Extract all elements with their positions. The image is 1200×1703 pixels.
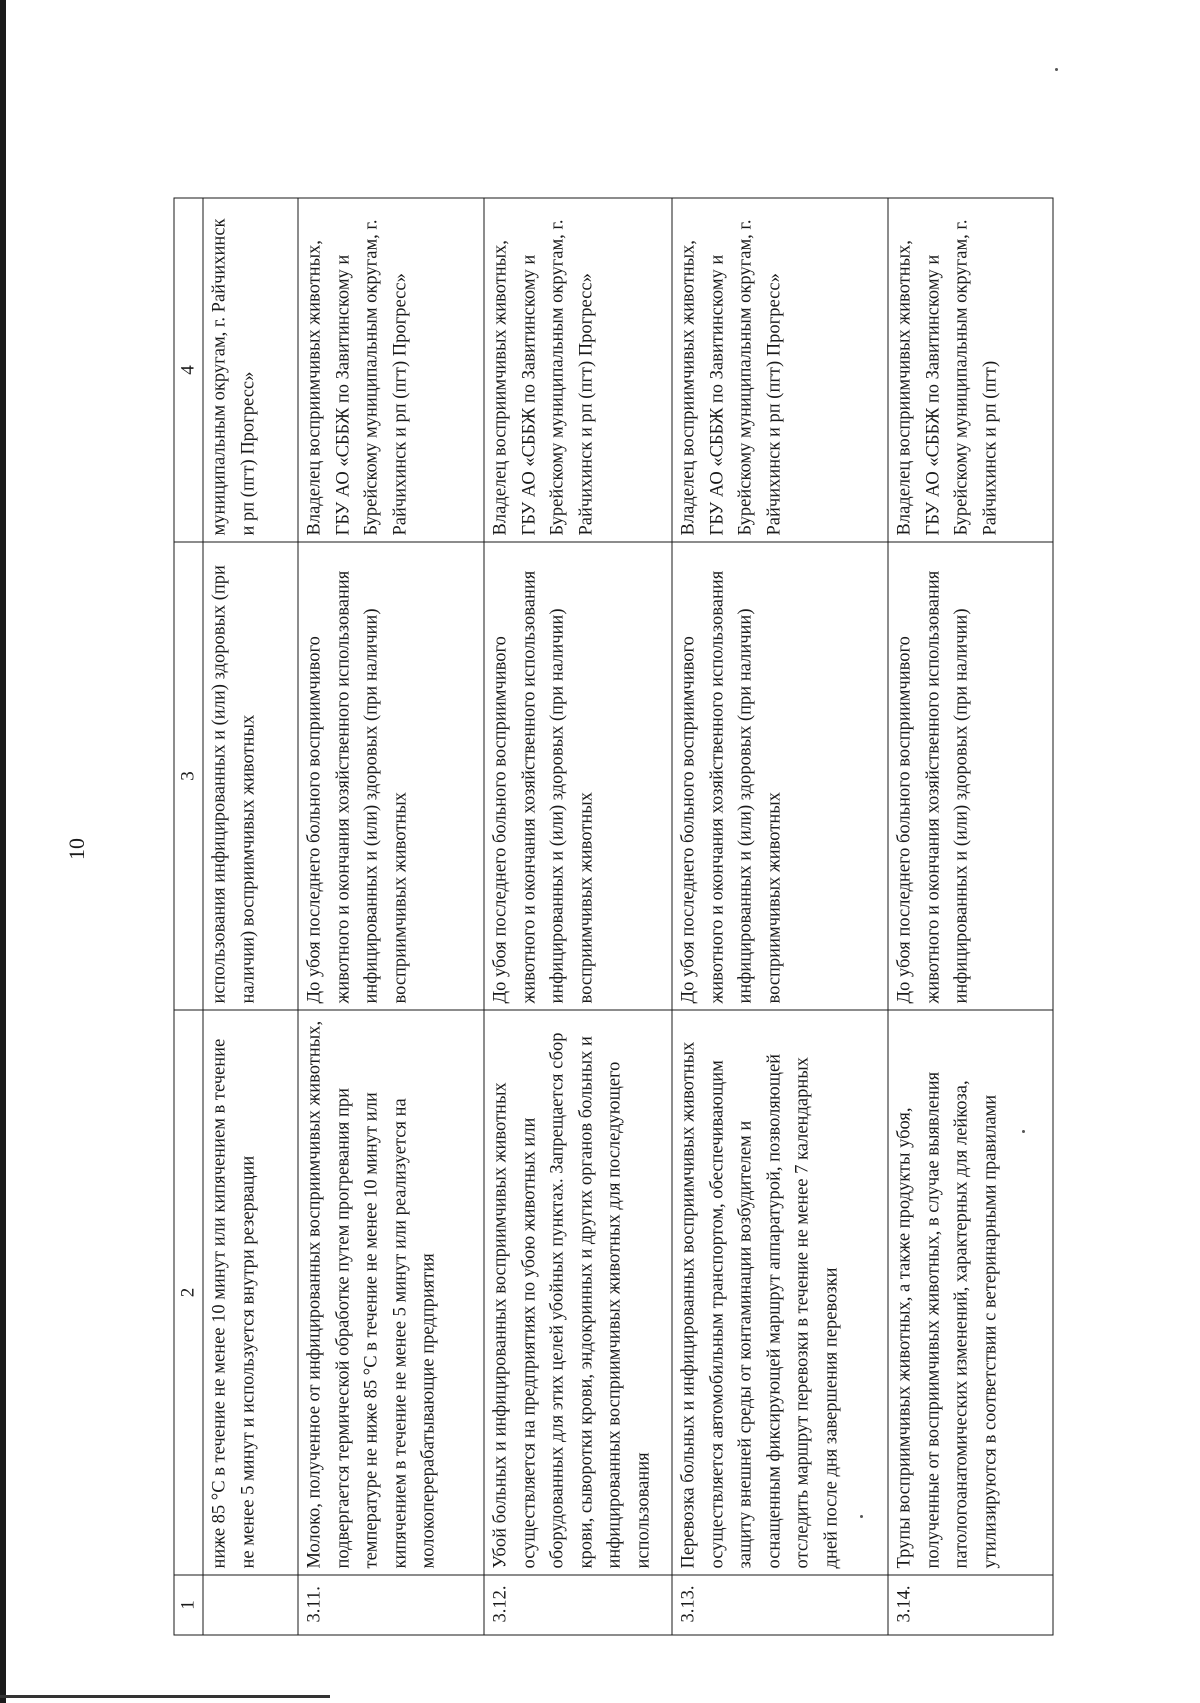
measure-cell: Убой больных и инфицированных восприимчивых животных осуществляется на предприятиях по убою животных или оборудованных для этих целей убойных пунктах. Запрещается сбор крови, сыворотки крови, эндокринных и других органов больных и инфицированных восприимчивых животных для последующего использования: [484, 1010, 672, 1575]
period-cell: До убоя последнего больного восприимчивого животного и окончания хозяйственного использования инфицированных и (или) здоровых (при наличии): [888, 542, 1053, 1010]
table-row: [203, 198, 298, 1635]
table-header-row: [174, 198, 203, 1635]
item-number: 3.13.: [672, 1575, 888, 1635]
table-row: [484, 198, 672, 1635]
item-number: 3.11.: [298, 1575, 484, 1635]
page-number: 10: [64, 838, 89, 860]
measure-cell: Перевозка больных и инфицированных восприимчивых животных осуществляется автомобильным транспортом, обеспечивающим защиту внешней среды от контаминации возбудителем и оснащенным фиксирующей маршрут аппаратурой, позволяющей отследить маршрут перевозки в течение не менее 7 календарных дней после дня завершения перевозки: [672, 1010, 888, 1575]
column-header: 2: [174, 1010, 203, 1575]
responsible-cell: муниципальным округам, г. Райчихинск и рп (пгт) Прогресс»: [203, 198, 298, 542]
table-row: [672, 198, 888, 1635]
scan-speck: [1055, 68, 1058, 71]
period-cell: использования инфицированных и (или) здоровых (при наличии) восприимчивых животных: [203, 542, 298, 1010]
rotated-table-container: [173, 199, 1053, 1636]
item-number: 3.12.: [484, 1575, 672, 1635]
responsible-cell: Владелец восприимчивых животных, ГБУ АО «СББЖ по Завитинскому и Бурейскому муниципальным округам, г. Райчихинск и рп (пгт) Прогресс»: [298, 198, 484, 542]
period-cell: До убоя последнего больного восприимчивого животного и окончания хозяйственного использования инфицированных и (или) здоровых (при наличии) восприимчивых животных: [298, 542, 484, 1010]
column-header: 3: [174, 542, 203, 1010]
table-row: [298, 198, 484, 1635]
period-cell: До убоя последнего больного восприимчивого животного и окончания хозяйственного использования инфицированных и (или) здоровых (при наличии) восприимчивых животных: [672, 542, 888, 1010]
responsible-cell: Владелец восприимчивых животных, ГБУ АО «СББЖ по Завитинскому и Бурейскому муниципальным округам, г. Райчихинск и рп (пгт): [888, 198, 1053, 542]
responsible-cell: Владелец восприимчивых животных, ГБУ АО «СББЖ по Завитинскому и Бурейскому муниципальным округам, г. Райчихинск и рп (пгт) Прогресс»: [484, 198, 672, 542]
measure-cell: Трупы восприимчивых животных, а также продукты убоя, полученные от восприимчивых животных, в случае выявления патологоанатомических изменений, характерных для лейкоза, утилизируются в соответствии с ветеринарными правилами: [888, 1010, 1053, 1575]
scan-bottom-edge: [0, 1695, 330, 1698]
column-header: 1: [174, 1575, 203, 1635]
responsible-cell: Владелец восприимчивых животных, ГБУ АО «СББЖ по Завитинскому и Бурейскому муниципальным округам, г. Райчихинск и рп (пгт) Прогресс»: [672, 198, 888, 542]
column-header: 4: [174, 198, 203, 542]
period-cell: До убоя последнего больного восприимчивого животного и окончания хозяйственного использования инфицированных и (или) здоровых (при наличии) восприимчивых животных: [484, 542, 672, 1010]
table-row: [888, 198, 1053, 1635]
scan-left-edge: [0, 0, 6, 1703]
measure-cell: Молоко, полученное от инфицированных восприимчивых животных, подвергается термической обработке путем прогревания при температуре не ниже 85 °С в течение не менее 10 минут или кипячением в течение не менее 5 минут или реализуется на молокоперерабатывающие предприятия: [298, 1010, 484, 1575]
item-number: [203, 1575, 298, 1635]
measure-cell: ниже 85 °С в течение не менее 10 минут или кипячением в течение не менее 5 минут и используется внутри резервации: [203, 1010, 298, 1575]
item-number: 3.14.: [888, 1575, 1053, 1635]
measures-table: [173, 198, 1053, 1636]
